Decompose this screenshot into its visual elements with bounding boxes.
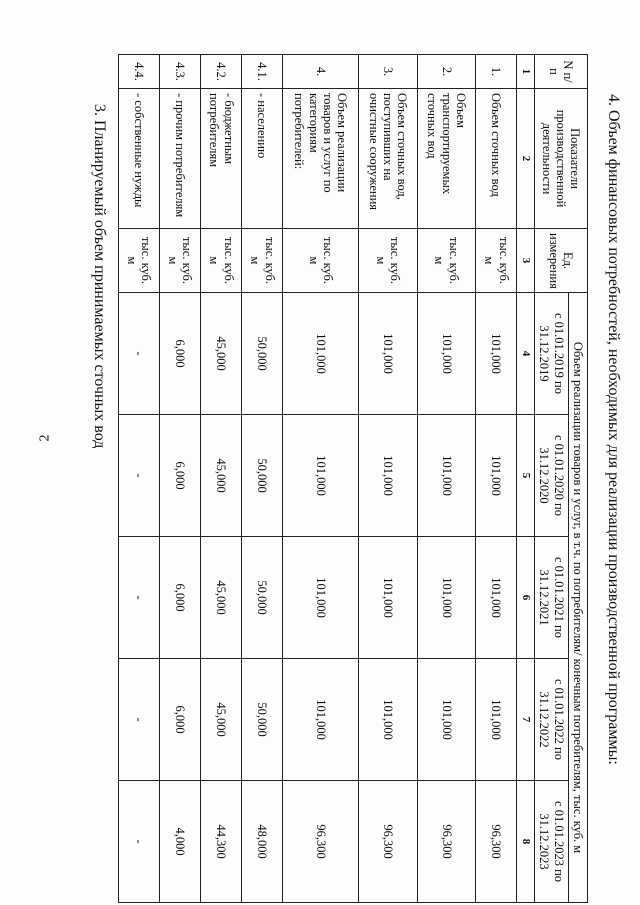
row-value: - <box>119 293 160 415</box>
column-number: 1 <box>517 55 535 89</box>
row-unit: тыс. куб. м <box>201 229 242 293</box>
column-number: 6 <box>517 537 535 659</box>
row-value: 96,300 <box>476 781 517 903</box>
row-value: 101,000 <box>359 537 418 659</box>
header-row <box>568 55 587 903</box>
row-value: 101,000 <box>283 415 359 537</box>
row-value: 101,000 <box>359 659 418 781</box>
row-num: 4.4. <box>119 55 160 89</box>
row-num: 3. <box>359 55 418 89</box>
table-row <box>417 55 476 903</box>
row-name: - населению <box>242 89 283 229</box>
table-row <box>359 55 418 903</box>
row-name: - бюджетным потребителям <box>201 89 242 229</box>
row-value: 6,000 <box>160 537 201 659</box>
row-value: 50,000 <box>242 537 283 659</box>
row-value: 6,000 <box>160 293 201 415</box>
row-value: 101,000 <box>476 537 517 659</box>
row-name: - прочим потребителям <box>160 89 201 229</box>
header-indicator: Показатели производственной деятельности <box>534 89 587 229</box>
row-name: Объем транспортируемых сточных вод <box>417 89 476 229</box>
sewage-volume-table <box>118 54 588 903</box>
column-number: 5 <box>517 415 535 537</box>
section-4-title: 4. Объем финансовых потребностей, необходимых для реализации производственной программы: <box>605 94 622 765</box>
row-value: 48,000 <box>242 781 283 903</box>
row-value: 45,000 <box>201 415 242 537</box>
row-value: 101,000 <box>476 415 517 537</box>
row-unit: тыс. куб. м <box>283 229 359 293</box>
row-value: 45,000 <box>201 293 242 415</box>
row-value: 101,000 <box>476 293 517 415</box>
row-value: - <box>119 537 160 659</box>
section-3-title: 3. Планируемый объем принимаемых сточных вод <box>91 104 108 449</box>
column-number: 2 <box>517 89 535 229</box>
row-value: 50,000 <box>242 415 283 537</box>
row-num: 4.2. <box>201 55 242 89</box>
table-row <box>160 55 201 903</box>
table-row <box>201 55 242 903</box>
row-name: Объем реализации товаров и услуг по категориям потребителей: <box>283 89 359 229</box>
row-unit: тыс. куб. м <box>119 229 160 293</box>
row-value: 101,000 <box>283 293 359 415</box>
row-name: Объем сточных вод, поступивших на очистные сооружения <box>359 89 418 229</box>
row-num: 4.3. <box>160 55 201 89</box>
row-value: 6,000 <box>160 415 201 537</box>
row-value: 50,000 <box>242 659 283 781</box>
row-unit: тыс. куб. м <box>160 229 201 293</box>
column-number: 7 <box>517 659 535 781</box>
table-row <box>283 55 359 903</box>
row-value: 50,000 <box>242 293 283 415</box>
row-num: 4.1. <box>242 55 283 89</box>
header-period: с 01.01.2019 по 31.12.2019 <box>534 293 568 415</box>
row-num: 1. <box>476 55 517 89</box>
row-value: 101,000 <box>417 293 476 415</box>
header-num: N п/п <box>534 55 587 89</box>
row-value: 101,000 <box>417 415 476 537</box>
table-row <box>119 55 160 903</box>
header-period: с 01.01.2022 по 31.12.2022 <box>534 659 568 781</box>
table-row <box>242 55 283 903</box>
row-value: 101,000 <box>283 659 359 781</box>
header-period: с 01.01.2020 по 31.12.2020 <box>534 415 568 537</box>
row-num: 4. <box>283 55 359 89</box>
row-value: 96,300 <box>417 781 476 903</box>
row-num: 2. <box>417 55 476 89</box>
row-value: 96,300 <box>359 781 418 903</box>
row-value: 101,000 <box>283 537 359 659</box>
row-value: 101,000 <box>417 659 476 781</box>
row-unit: тыс. куб. м <box>242 229 283 293</box>
column-number: 8 <box>517 781 535 903</box>
row-value: 101,000 <box>359 293 418 415</box>
page-number: 2 <box>37 434 53 442</box>
row-name: Объем сточных вод <box>476 89 517 229</box>
header-period: с 01.01.2023 по 31.12.2023 <box>534 781 568 903</box>
row-value: 6,000 <box>160 659 201 781</box>
row-value: 45,000 <box>201 659 242 781</box>
row-value: - <box>119 659 160 781</box>
column-number: 3 <box>517 229 535 293</box>
column-number-row <box>517 55 535 903</box>
row-name: - собственные нужды <box>119 89 160 229</box>
header-period: с 01.01.2021 по 31.12.2021 <box>534 537 568 659</box>
column-number: 4 <box>517 293 535 415</box>
row-value: 101,000 <box>417 537 476 659</box>
header-volume: Объем реализации товаров и услуг, в т.ч. по потребителям/ конечным потребителям, тыс. куб. м <box>568 293 587 903</box>
row-unit: тыс. куб. м <box>476 229 517 293</box>
row-value: 101,000 <box>476 659 517 781</box>
header-unit: Ед. измерения <box>534 229 587 293</box>
row-unit: тыс. куб. м <box>417 229 476 293</box>
row-value: 96,300 <box>283 781 359 903</box>
table-row <box>476 55 517 903</box>
row-value: - <box>119 415 160 537</box>
row-value: 101,000 <box>359 415 418 537</box>
row-unit: тыс. куб. м <box>359 229 418 293</box>
rotated-content <box>52 54 628 902</box>
row-value: 4,000 <box>160 781 201 903</box>
row-value: 45,000 <box>201 537 242 659</box>
row-value: - <box>119 781 160 903</box>
row-value: 44,300 <box>201 781 242 903</box>
